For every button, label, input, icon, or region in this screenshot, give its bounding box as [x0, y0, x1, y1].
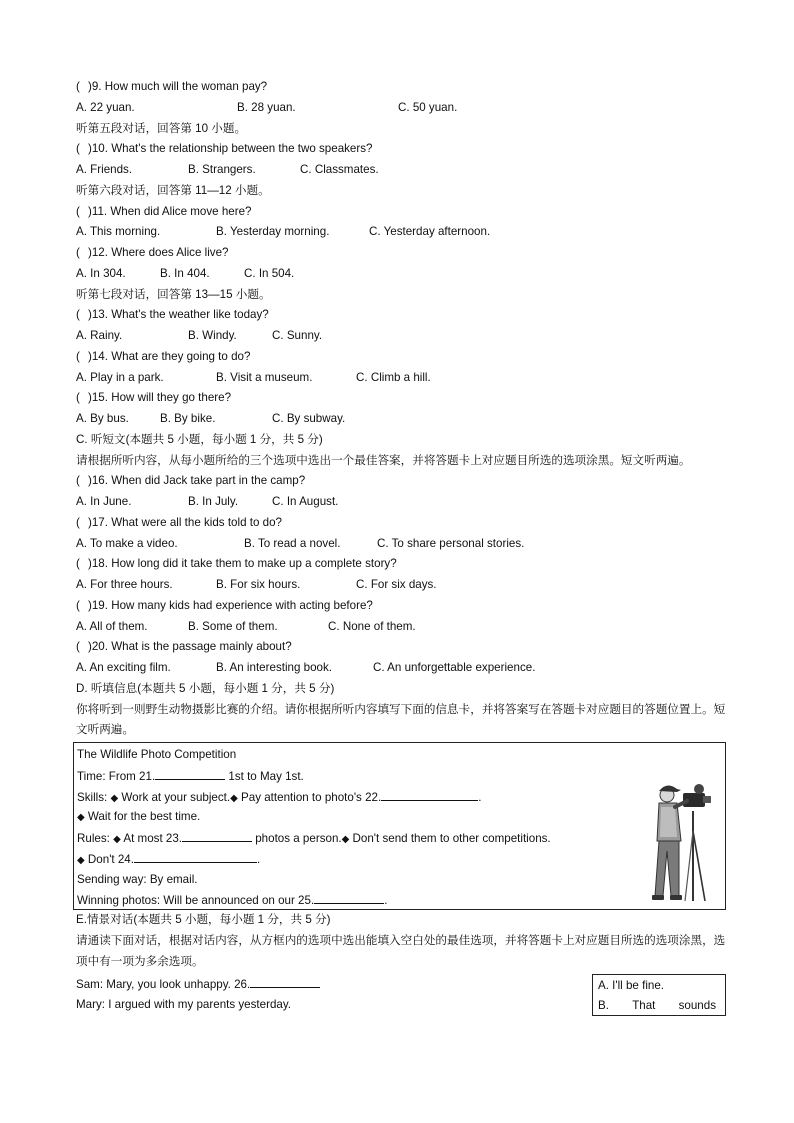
section-c-instructions: 请根据所听内容，从每小题所给的三个选项中选出一个最佳答案，并将答题卡上对应题目所选的选项涂黑。短文听两遍。 [76, 453, 691, 467]
question-10 [76, 139, 726, 160]
period: . [384, 894, 388, 908]
listening-instruction-7: 听第七段对话，回答第 13—15 小题。 [76, 287, 271, 301]
option-a[interactable]: A. To make a video. [76, 536, 178, 550]
dialog-mary: Mary: I argued with my parents yesterday. [76, 998, 291, 1011]
photographer-illustration [647, 771, 717, 906]
answer-paren: ( [76, 142, 80, 156]
option-a[interactable]: A. An exciting film. [76, 661, 171, 674]
option-c[interactable]: C. Classmates. [300, 163, 379, 176]
option-c[interactable]: C. 50 yuan. [398, 100, 458, 114]
option-c[interactable]: C. By subway. [272, 412, 346, 425]
question-17 [76, 513, 726, 534]
blank-25[interactable] [314, 890, 384, 904]
answer-paren: ( [76, 308, 80, 322]
question-16-options [76, 492, 726, 513]
answer-paren: ( [76, 640, 80, 654]
diamond-icon: ◆ [77, 854, 85, 866]
rule-c: Don't 24. [84, 852, 134, 866]
time-end: 1st to May 1st. [225, 769, 304, 783]
option-b[interactable]: B. An interesting book. [216, 661, 333, 674]
option-a[interactable]: A. Play in a park. [76, 370, 164, 384]
question-14 [76, 347, 726, 368]
question-9 [76, 77, 726, 98]
option-a[interactable]: A. By bus. [76, 412, 129, 425]
option-c[interactable]: C. To share personal stories. [377, 536, 525, 550]
diamond-icon: ◆ [113, 834, 121, 845]
diamond-icon: ◆ [341, 834, 350, 845]
question-stem: )13. What's the weather like today? [88, 308, 269, 322]
blank-21[interactable] [155, 766, 225, 780]
question-9-options [76, 98, 726, 119]
option-c[interactable]: C. In 504. [244, 266, 295, 280]
diamond-icon: ◆ [230, 792, 238, 804]
option-b-word: sounds [678, 999, 716, 1013]
option-b[interactable]: B. To read a novel. [244, 536, 341, 550]
card-rules [77, 828, 725, 849]
section-d-instructions: 你将听到一则野生动物摄影比赛的介绍。请你根据所听内容填写下面的信息卡，并将答案写在答题卡对应题目的答题位置上。短文听两遍。 [76, 702, 726, 737]
question-stem: )20. What is the passage mainly about? [88, 640, 292, 654]
winning-label: Winning photos: Will be announced on our 25. [77, 894, 315, 908]
question-16 [76, 471, 726, 492]
sam-line: Sam: Mary, you look unhappy. 26. [76, 978, 251, 992]
option-a[interactable]: A. All of them. [76, 619, 148, 633]
section-d-title: D. 听填信息(本题共 5 小题，每小题 1 分，共 5 分) [76, 681, 335, 695]
exam-page [76, 77, 726, 1014]
answer-paren: ( [76, 349, 80, 363]
question-20-options [76, 658, 726, 679]
listening-instruction-5: 听第五段对话，回答第 10 小题。 [76, 121, 247, 135]
diamond-icon: ◆ [77, 812, 85, 824]
card-sending: Sending way: By email. [77, 872, 198, 886]
question-18 [76, 554, 726, 575]
option-b[interactable]: B. 28 yuan. [237, 100, 296, 114]
option-b[interactable]: B. Yesterday morning. [216, 225, 330, 239]
question-13 [76, 305, 726, 326]
dialog-area [76, 972, 726, 1014]
question-stem: )18. How long did it take them to make up a complete story? [88, 557, 397, 571]
answer-paren: ( [76, 557, 80, 571]
blank-26[interactable] [250, 974, 320, 988]
question-10-options [76, 160, 726, 181]
question-stem: )17. What were all the kids told to do? [88, 515, 282, 529]
question-stem: )15. How will they go there? [88, 391, 232, 405]
question-12-options [76, 264, 726, 285]
section-e-instructions: 请通读下面对话，根据对话内容，从方框内的选项中选出能填入空白处的最佳选项，并将答题卡上对应题目所选的选项涂黑，选项中有一项为多余选项。 [76, 933, 726, 968]
question-14-options [76, 368, 726, 389]
period: . [256, 852, 261, 866]
option-a[interactable]: A. In 304. [76, 266, 126, 280]
question-12 [76, 243, 726, 264]
listening-instruction-6: 听第六段对话，回答第 11—12 小题。 [76, 183, 270, 197]
option-c[interactable]: C. An unforgettable experience. [373, 661, 536, 674]
option-b[interactable]: B. In 404. [160, 266, 210, 280]
question-19-options [76, 617, 726, 638]
question-17-options [76, 534, 726, 555]
question-13-options [76, 326, 726, 347]
option-a[interactable]: A. In June. [76, 495, 132, 508]
answer-paren: ( [76, 204, 80, 218]
answer-paren: ( [76, 391, 80, 405]
option-b[interactable]: B. Windy. [188, 329, 237, 342]
card-time [77, 766, 725, 787]
answer-paren: ( [76, 246, 80, 259]
option-c[interactable]: C. None of them. [328, 619, 416, 633]
question-15 [76, 388, 726, 409]
option-b[interactable]: B. For six hours. [216, 578, 301, 591]
question-stem: )11. When did Alice move here? [88, 204, 252, 218]
rule-a-end: photos a person. [252, 832, 342, 845]
blank-23[interactable] [182, 828, 252, 842]
card-skills [77, 787, 725, 808]
option-b[interactable]: B. In July. [188, 495, 239, 508]
question-20 [76, 637, 726, 658]
option-box-a[interactable]: A. I'll be fine. [598, 979, 665, 993]
answer-paren: ( [76, 598, 80, 612]
question-19 [76, 596, 726, 617]
options-box [592, 974, 726, 1016]
question-11-options [76, 222, 726, 243]
question-18-options [76, 575, 726, 596]
rules-label: Rules: [77, 832, 114, 845]
option-b-word: That [632, 999, 656, 1013]
card-title: The Wildlife Photo Competition [77, 748, 237, 761]
skill-c: Wait for the best time. [84, 810, 201, 824]
question-stem: )16. When did Jack take part in the camp? [88, 474, 306, 488]
info-card-wrapper [76, 741, 726, 910]
diamond-icon: ◆ [110, 792, 119, 804]
question-11 [76, 202, 726, 223]
option-a[interactable]: A. For three hours. [76, 578, 173, 591]
option-a[interactable]: A. Friends. [76, 163, 133, 176]
option-c[interactable]: C. Sunny. [272, 329, 323, 342]
question-stem: )10. What's the relationship between the two speakers? [88, 142, 373, 156]
option-c[interactable]: C. Yesterday afternoon. [369, 225, 491, 239]
question-stem: )12. Where does Alice live? [88, 246, 229, 259]
rule-b: Don't send them to other competitions. [349, 832, 551, 845]
answer-paren: ( [76, 515, 80, 529]
card-wait [77, 807, 725, 828]
blank-24[interactable] [134, 849, 257, 863]
option-b[interactable]: B. Some of them. [188, 619, 278, 633]
section-c-title: C. 听短文(本题共 5 小题，每小题 1 分，共 5 分) [76, 432, 323, 446]
question-stem: )9. How much will the woman pay? [88, 80, 268, 93]
skill-b: Pay attention to photo's 22. [237, 790, 382, 804]
time-label: Time: From 21. [77, 769, 156, 783]
skills-label: Skills: [77, 790, 111, 804]
option-box-b[interactable] [598, 996, 716, 1016]
card-winning [77, 890, 725, 911]
skill-a: Work at your subject. [118, 790, 231, 804]
section-e-title: E.情景对话(本题共 5 小题，每小题 1 分，共 5 分) [76, 913, 331, 926]
question-15-options [76, 409, 726, 430]
info-card [73, 742, 726, 910]
option-c[interactable]: C. For six days. [356, 578, 437, 591]
question-stem: )14. What are they going to do? [88, 349, 251, 363]
option-b[interactable]: B. Visit a museum. [216, 370, 313, 384]
option-c[interactable]: C. Climb a hill. [356, 370, 431, 384]
option-a[interactable]: A. Rainy. [76, 329, 123, 342]
blank-22[interactable] [381, 787, 478, 801]
option-a[interactable]: A. 22 yuan. [76, 100, 135, 114]
option-c[interactable]: C. In August. [272, 495, 339, 508]
option-b[interactable]: B. Strangers. [188, 163, 256, 176]
answer-paren: ( [76, 474, 80, 488]
option-b-letter: B. [598, 999, 609, 1013]
option-b[interactable]: B. By bike. [160, 412, 216, 425]
rule-a: At most 23. [120, 832, 183, 845]
card-dont [77, 849, 725, 870]
option-a[interactable]: A. This morning. [76, 225, 161, 239]
period: . [478, 790, 482, 804]
question-stem: )19. How many kids had experience with acting before? [88, 598, 373, 612]
answer-paren: ( [76, 80, 80, 93]
